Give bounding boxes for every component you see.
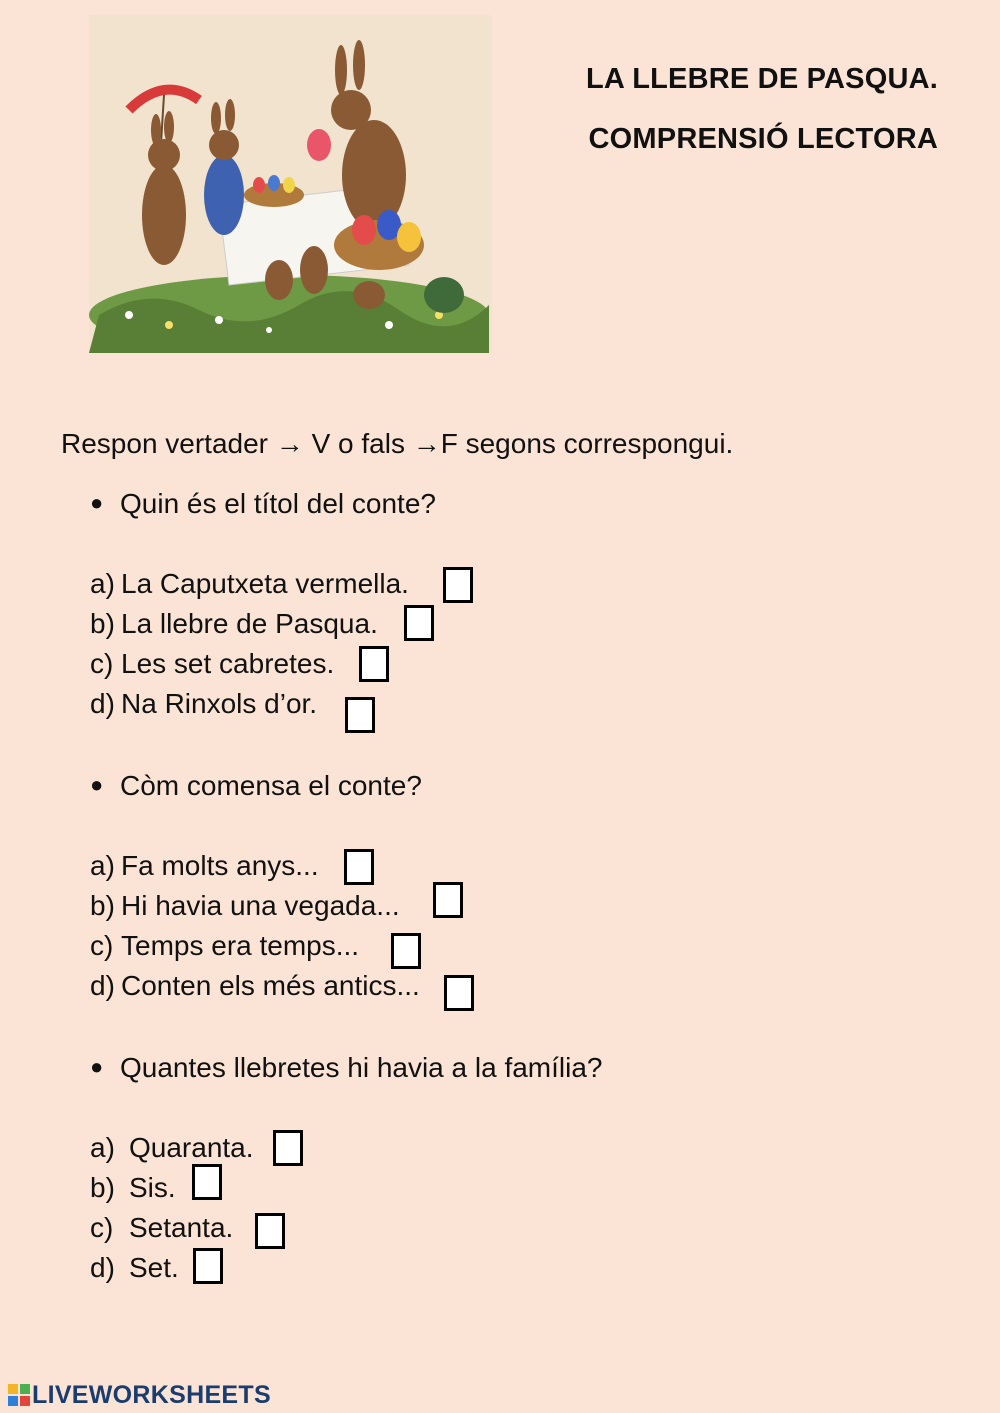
q3-answer-box-d[interactable] bbox=[193, 1248, 223, 1284]
q1-answer-box-c[interactable] bbox=[359, 646, 389, 682]
q1-answer-box-a[interactable] bbox=[443, 567, 473, 603]
q3-option-d: d) Set. bbox=[90, 1252, 179, 1283]
q1-option-a: a) La Caputxeta vermella. bbox=[90, 568, 409, 599]
easter-bunnies-illustration bbox=[89, 15, 492, 353]
q3-option-b: b) Sis. bbox=[90, 1172, 176, 1203]
q1-option-d: d) Na Rinxols d’or. bbox=[90, 688, 318, 719]
question-3 bbox=[90, 1052, 603, 1084]
q1-option-c: c) Les set cabretes. bbox=[90, 648, 335, 679]
q2-option-b: b) Hi havia una vegada... bbox=[90, 890, 400, 921]
bullet-icon: ● bbox=[90, 490, 104, 515]
q2-option-a: a) Fa molts anys... bbox=[90, 850, 319, 881]
question-2-text: Còm comensa el conte? bbox=[120, 770, 422, 801]
footer-branding bbox=[8, 1380, 271, 1410]
q1-option-b: b) La llebre de Pasqua. bbox=[90, 608, 378, 639]
question-3-text: Quantes llebretes hi havia a la família? bbox=[120, 1052, 603, 1083]
brand-name[interactable]: LIVEWORKSHEETS bbox=[32, 1380, 271, 1409]
q2-answer-box-a[interactable] bbox=[344, 849, 374, 885]
bullet-icon: ● bbox=[90, 772, 104, 797]
q2-option-d: d) Conten els més antics... bbox=[90, 970, 420, 1001]
q2-option-c: c) Temps era temps... bbox=[90, 930, 360, 961]
liveworksheets-logo-icon bbox=[8, 1384, 30, 1406]
page-subtitle: COMPRENSIÓ LECTORA bbox=[588, 123, 938, 155]
question-2 bbox=[90, 770, 422, 802]
q2-answer-box-c[interactable] bbox=[391, 933, 421, 969]
q3-answer-box-b[interactable] bbox=[192, 1164, 222, 1200]
bullet-icon: ● bbox=[90, 1054, 104, 1079]
question-1 bbox=[90, 488, 436, 520]
q2-answer-box-d[interactable] bbox=[444, 975, 474, 1011]
page-title: LA LLEBRE DE PASQUA. bbox=[585, 63, 938, 95]
q3-answer-box-c[interactable] bbox=[255, 1213, 285, 1249]
q3-answer-box-a[interactable] bbox=[273, 1130, 303, 1166]
q3-option-a: a) Quaranta. bbox=[90, 1132, 254, 1163]
q3-option-c: c) Setanta. bbox=[90, 1212, 234, 1243]
q1-answer-box-d[interactable] bbox=[345, 697, 375, 733]
instructions: Respon vertader → V o fals →F segons correspongui. bbox=[61, 428, 734, 459]
question-1-text: Quin és el títol del conte? bbox=[120, 488, 436, 519]
q1-answer-box-b[interactable] bbox=[404, 605, 434, 641]
q2-answer-box-b[interactable] bbox=[433, 882, 463, 918]
